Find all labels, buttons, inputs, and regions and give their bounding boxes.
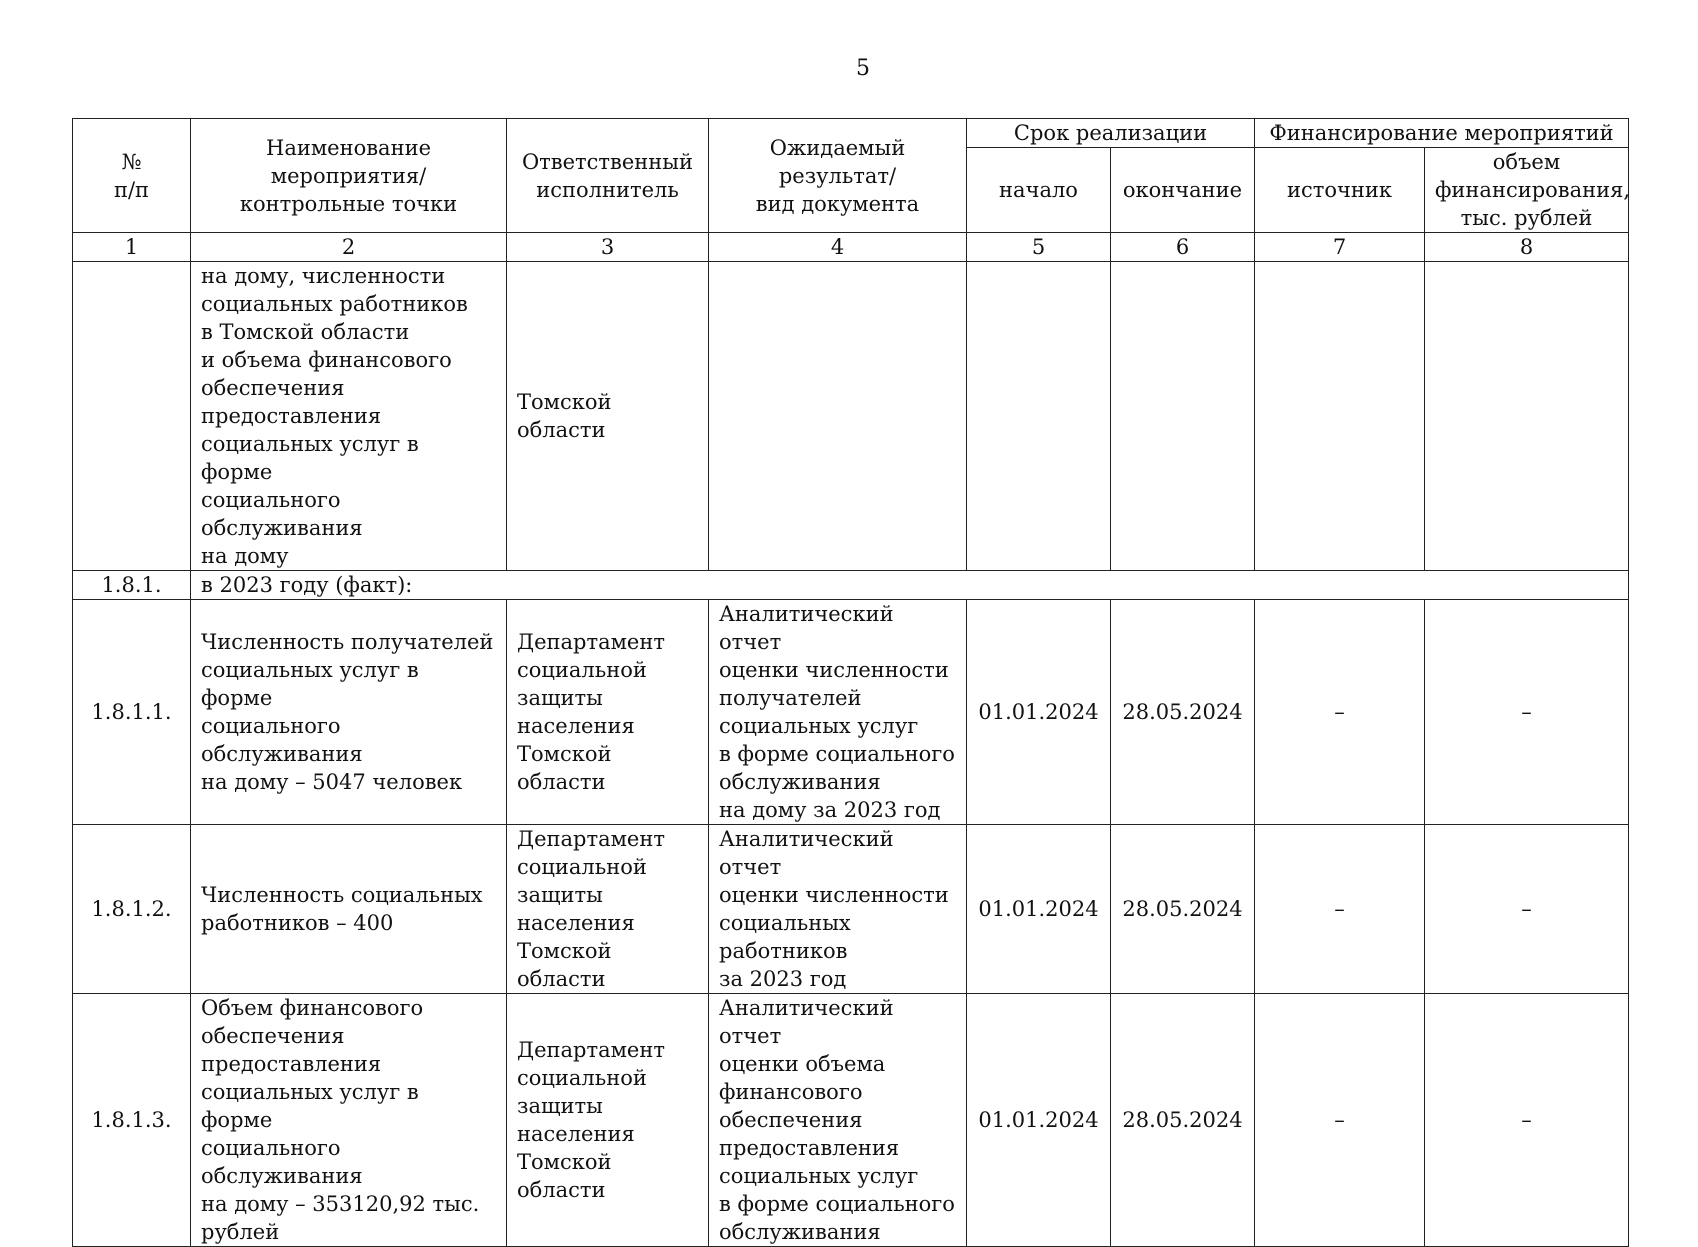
header-financing-group: Финансирование мероприятий bbox=[1255, 119, 1629, 148]
header-result: Ожидаемый результат/ вид документа bbox=[709, 119, 967, 233]
row-number: 1.8.1.3. bbox=[73, 994, 191, 1247]
column-number-row bbox=[73, 233, 1629, 262]
header-source: источник bbox=[1255, 148, 1425, 233]
column-number: 2 bbox=[191, 233, 507, 262]
section-row bbox=[73, 571, 1629, 600]
row-name: Объем финансового обеспечения предоставления социальных услуг в форме социального обслуживания на дому – 353120,92 тыс. рублей bbox=[191, 994, 507, 1247]
continuation-row bbox=[73, 262, 1629, 571]
row-executor: Департамент социальной защиты населения Томской области bbox=[507, 994, 709, 1247]
column-number: 7 bbox=[1255, 233, 1425, 262]
column-number: 1 bbox=[73, 233, 191, 262]
column-number: 4 bbox=[709, 233, 967, 262]
action-plan-table bbox=[72, 118, 1629, 1247]
column-number: 6 bbox=[1111, 233, 1255, 262]
table-row bbox=[73, 994, 1629, 1247]
header-start: начало bbox=[967, 148, 1111, 233]
row-end-date: 28.05.2024 bbox=[1111, 994, 1255, 1247]
continuation-name: на дому, численности социальных работников в Томской области и объема финансового обеспечения предоставления социальных услуг в форме социального обслуживания на дому bbox=[191, 262, 507, 571]
table-row bbox=[73, 825, 1629, 994]
row-result: Аналитический отчет оценки численности социальных работников за 2023 год bbox=[709, 825, 967, 994]
page-number: 5 bbox=[856, 56, 870, 81]
row-result: Аналитический отчет оценки численности получателей социальных услуг в форме социального обслуживания на дому за 2023 год bbox=[709, 600, 967, 825]
row-end-date: 28.05.2024 bbox=[1111, 600, 1255, 825]
row-source: – bbox=[1255, 600, 1425, 825]
row-volume: – bbox=[1425, 825, 1629, 994]
table-row bbox=[73, 600, 1629, 825]
column-number: 3 bbox=[507, 233, 709, 262]
header-name: Наименование мероприятия/ контрольные точки bbox=[191, 119, 507, 233]
row-number: 1.8.1.2. bbox=[73, 825, 191, 994]
section-number: 1.8.1. bbox=[73, 571, 191, 600]
row-volume: – bbox=[1425, 600, 1629, 825]
row-source: – bbox=[1255, 825, 1425, 994]
column-number: 8 bbox=[1425, 233, 1629, 262]
row-name: Численность получателей социальных услуг в форме социального обслуживания на дому – 5047 человек bbox=[191, 600, 507, 825]
row-number: 1.8.1.1. bbox=[73, 600, 191, 825]
section-title: в 2023 году (факт): bbox=[191, 571, 1629, 600]
header-end: окончание bbox=[1111, 148, 1255, 233]
column-number: 5 bbox=[967, 233, 1111, 262]
row-result: Аналитический отчет оценки объема финансового обеспечения предоставления социальных услуг в форме социального обслуживания bbox=[709, 994, 967, 1247]
row-source: – bbox=[1255, 994, 1425, 1247]
row-executor: Департамент социальной защиты населения Томской области bbox=[507, 825, 709, 994]
row-start-date: 01.01.2024 bbox=[967, 600, 1111, 825]
header-executor: Ответственный исполнитель bbox=[507, 119, 709, 233]
header-deadline-group: Срок реализации bbox=[967, 119, 1255, 148]
row-name: Численность социальных работников – 400 bbox=[191, 825, 507, 994]
row-end-date: 28.05.2024 bbox=[1111, 825, 1255, 994]
header-number: № п/п bbox=[73, 119, 191, 233]
continuation-executor: Томской области bbox=[507, 262, 709, 571]
header-volume: объем финансирования, тыс. рублей bbox=[1425, 148, 1629, 233]
row-executor: Департамент социальной защиты населения Томской области bbox=[507, 600, 709, 825]
row-volume: – bbox=[1425, 994, 1629, 1247]
row-start-date: 01.01.2024 bbox=[967, 825, 1111, 994]
row-start-date: 01.01.2024 bbox=[967, 994, 1111, 1247]
